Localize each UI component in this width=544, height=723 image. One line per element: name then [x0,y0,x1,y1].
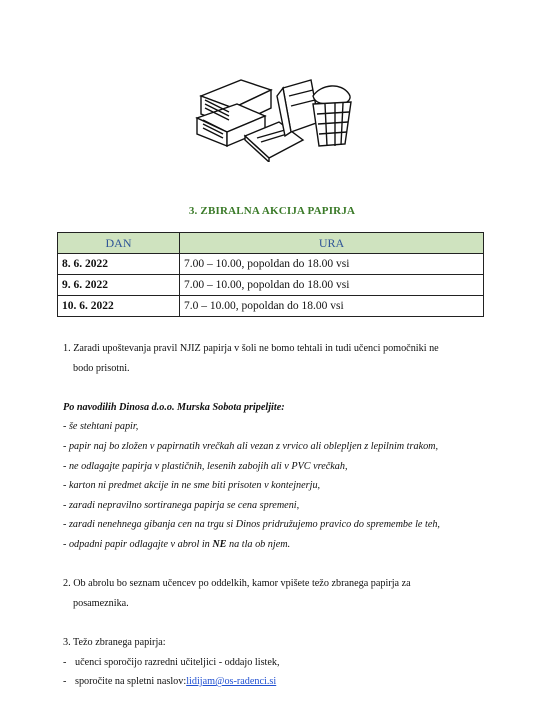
dinos-item: - ne odlagajte papirja v plastičnih, lesenih zabojih ali v PVC vrečkah, [63,460,348,472]
time-cell: 7.0 – 10.00, popoldan do 18.00 vsi [180,296,484,317]
point3-bullet-text: sporočite na spletni naslov: [75,676,187,688]
dinos-item-last [63,535,493,555]
point3-bullet [63,672,493,692]
time-cell: 7.00 – 10.00, popoldan do 18.00 vsi [180,275,484,296]
table-row [58,296,484,317]
email-link[interactable]: lidijam@os-radenci.si [186,676,277,688]
header-time: URA [180,233,484,254]
dinos-heading: Po navodilih Dinosa d.o.o. Murska Sobota pripeljite: [63,401,285,413]
table-header-row [58,233,484,254]
dinos-item: - še stehtani papir, [63,421,139,433]
bullet-dash: - [63,676,67,688]
header-day: DAN [58,233,180,254]
dinos-item: - zaradi nepravilno sortiranega papirja se cena spremeni, [63,499,300,511]
document-body [63,339,493,692]
section-title: 3. ZBIRALNA AKCIJA PAPIRJA [188,205,356,217]
schedule-table [57,232,484,317]
table-row [58,275,484,296]
dinos-item: - karton ni predmet akcije in ne sme biti prisoten v kontejnerju, [63,480,321,492]
point3-bullet-text: učenci sporočijo razredni učiteljici - oddajo listek, [75,656,280,668]
time-cell: 7.00 – 10.00, popoldan do 18.00 vsi [180,254,484,275]
table-row [58,254,484,275]
dinos-last-bold: NE [212,538,227,550]
dinos-last-before: - odpadni papir odlagajte v abrol in [63,538,213,550]
day-cell: 8. 6. 2022 [58,254,180,275]
point1-line2: bodo prisotni. [73,362,130,374]
paper-stack-illustration [193,66,355,162]
point2-line1: 2. Ob abrolu bo seznam učencev po oddelkih, kamor vpišete težo zbranega papirja za [63,578,411,590]
point3-bullet [63,653,493,673]
dinos-item: - zaradi nenehnega gibanja cen na trgu si Dinos pridružujemo pravico do spremembe le teh, [63,519,440,531]
point3-heading: 3. Težo zbranega papirja: [63,636,166,648]
bullet-dash: - [63,656,67,668]
dinos-last-after: na tla ob njem. [226,538,291,550]
day-cell: 10. 6. 2022 [58,296,180,317]
dinos-item: - papir naj bo zložen v papirnatih vrečkah ali vezan z vrvico ali oblepljen z lepilnim trakom, [63,440,439,452]
point1-line1: 1. Zaradi upoštevanja pravil NJIZ papirja v šoli ne bomo tehtali in tudi učenci pomočniki ne [63,343,439,354]
day-cell: 9. 6. 2022 [58,275,180,296]
point2-line2: posameznika. [73,597,129,609]
